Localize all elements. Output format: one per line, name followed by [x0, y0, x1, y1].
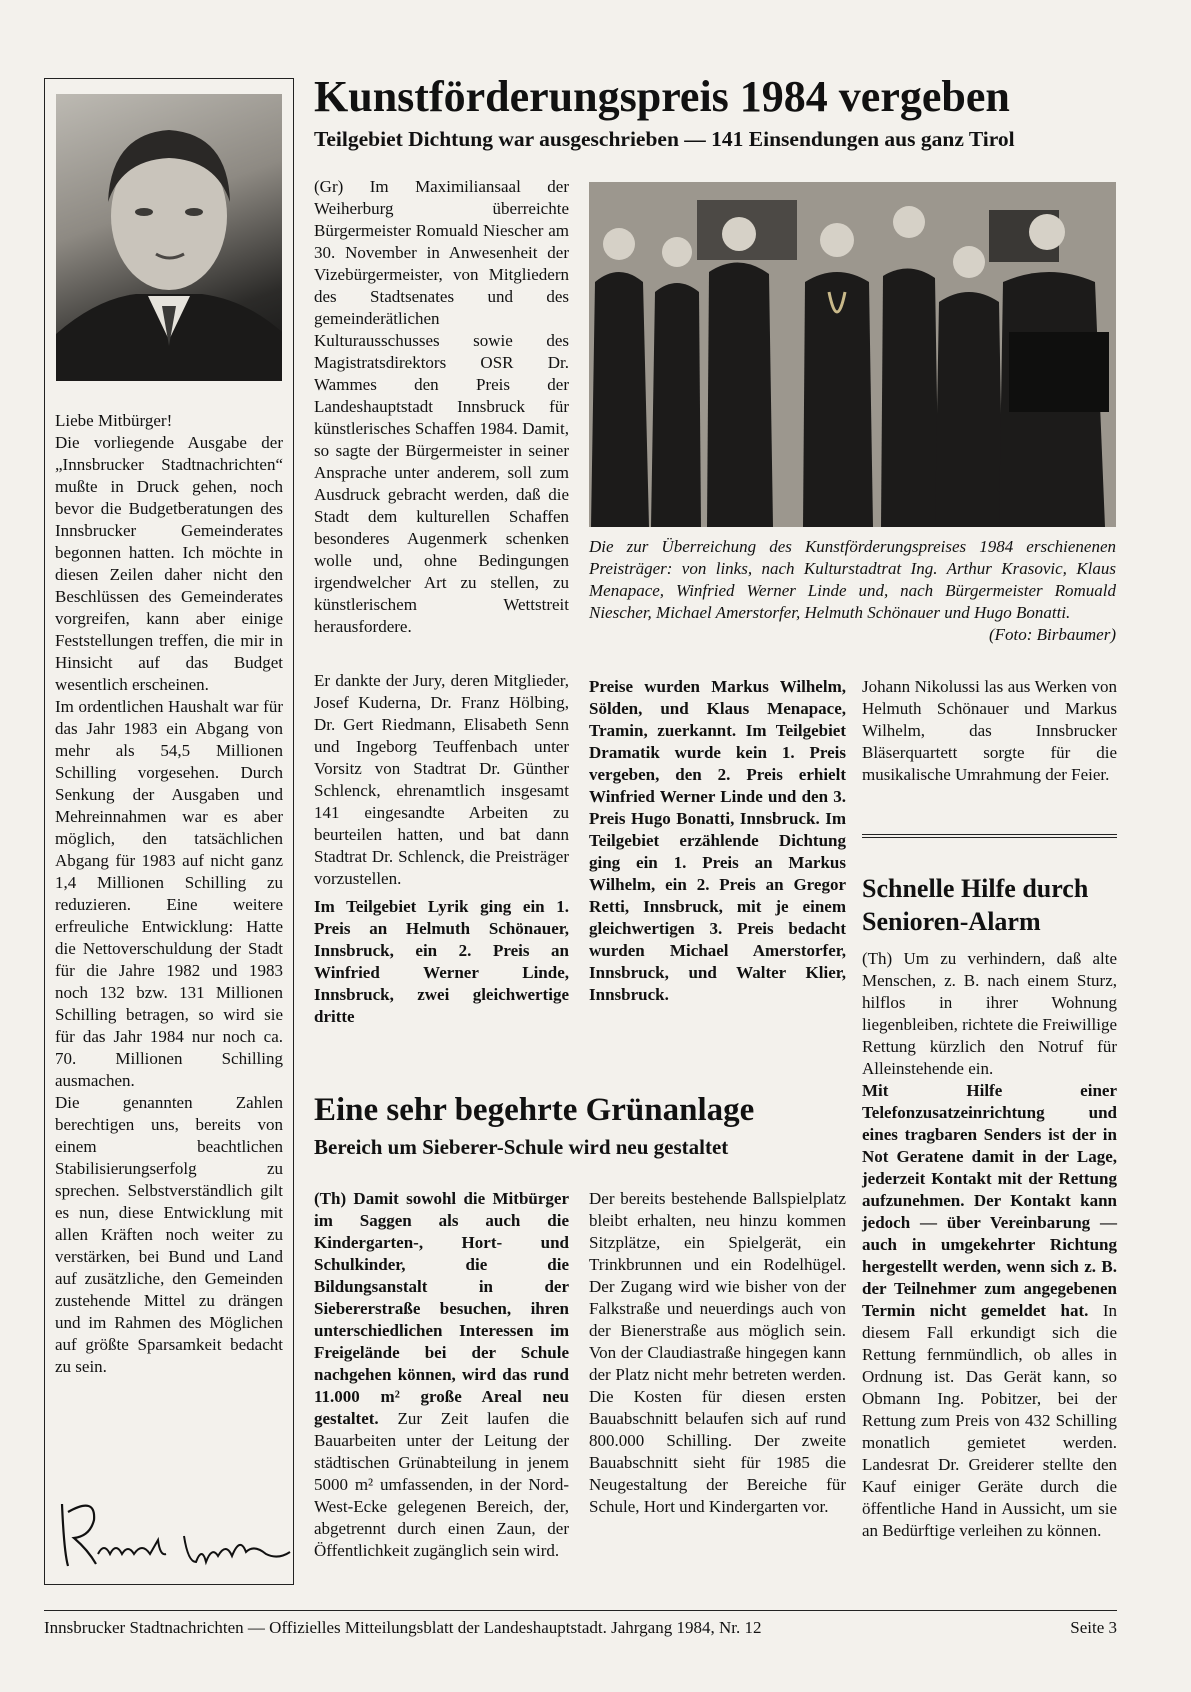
article-column [314, 176, 569, 638]
article-paragraph-tail: In diesem Fall erkundigt sich die Rettung fernmündlich, ob alles in Ordnung ist. Das Gerät kann, so Obmann Ing. Pobitzer, bei der Rettung zum Preis von 432 Schilling monatlich gemietet werden. Landesrat Dr. Greiderer stellte den Kauf einiger Geräte durch die öffentliche Hand in Aussicht, um sie an Bedürftige verleihen zu können. [862, 1301, 1117, 1540]
page-footer [44, 1610, 1117, 1639]
photo-caption [589, 536, 1116, 646]
article-subheadline: Bereich um Sieberer-Schule wird neu gestaltet [314, 1135, 729, 1159]
column-divider [862, 834, 1117, 838]
editorial-paragraph: Die vorliegende Ausgabe der „Innsbrucker Stadtnachrichten“ mußte in Druck gehen, noch bevor die Budgetberatungen des Innsbrucker Gemeinderates begonnen hatten. Ich möchte in diesen Zeilen daher nicht den Beschlüssen des Gemeinderates vorgreifen, kann aber einige Feststellungen treffen, die mir in Hinsicht auf das Budget wesentlich erscheinen. [55, 433, 283, 694]
article-paragraph-bold: Preise wurden Markus Wilhelm, Sölden, und Klaus Menapace, Tramin, zuerkannt. Im Teilgebiet Dramatik wurde kein 1. Preis vergeben, den 2. Preis erhielt Winfried Werner Linde und den 3. Preis Hugo Bonatti, Innsbruck. Im Teilgebiet erzählende Dichtung ging ein 1. Preis an Markus Wilhelm, ein 2. Preis an Gregor Retti, Innsbruck, mit je einem gleichwertigen 3. Preis bedacht wurden Michael Amerstorfer, Innsbruck, und Walter Klier, Innsbruck. [589, 677, 846, 1004]
article-paragraph-bold: (Th) Damit sowohl die Mitbürger im Saggen als auch die Kindergarten-, Hort- und Schulkinder, die die Bildungsanstalt in der Siebererstraße besuchen, ihren unterschiedlichen Interessen im Freigelände bei der Schule nachgehen können, wird das rund 11.000 m² große Areal neu gestaltet. [314, 1189, 569, 1428]
signature-drawing [54, 1492, 294, 1574]
footer-publication: Innsbrucker Stadtnachrichten — Offizielles Mitteilungsblatt der Landeshauptstadt. Jahrgang 1984, Nr. 12 [44, 1618, 762, 1637]
portrait-illustration [56, 94, 282, 381]
article-paragraph: (Gr) Im Maximiliansaal der Weiherburg überreichte Bürgermeister Romuald Niescher am 30. November in Anwesenheit der Vizebürgermeister, von Mitgliedern des Stadtsenates und des gemeinderätlichen Kulturausschusses sowie des Magistratsdirektors OSR Dr. Wammes den Preis der Landeshauptstadt Innsbruck für künstlerisches Schaffen 1984. Damit, so sagte der Bürgermeister in seiner Ansprache unter anderem, soll zum Ausdruck gebracht werden, daß die Stadt dem kulturellen Schaffen besonderes Augenmerk schenken wolle und, ohne Bedingungen irgendwelcher Art zu stellen, zu künstlerischem Wettstreit herausfordere. [314, 177, 569, 636]
article-column [589, 676, 846, 1006]
article-paragraph-bold: Mit Hilfe einer Telefonzusatzeinrichtung und eines tragbaren Senders ist der in Not Geratene damit in der Lage, jederzeit Kontakt mit der Rettung aufzunehmen. Der Kontakt kann jedoch — über Vereinbarung — auch in umgekehrter Richtung hergestellt werden, wenn sich z. B. der Teilnehmer zum angegebenen Termin nicht gemeldet hat. [862, 1081, 1117, 1320]
article-paragraph: (Th) Um zu verhindern, daß alte Menschen, z. B. nach einem Sturz, hilflos in ihrer Wohnung liegenbleiben, richtete die Freiwillige Rettung kürzlich den Notruf für Alleinstehende ein. [862, 949, 1117, 1078]
award-photo [589, 182, 1116, 527]
article-paragraph-bold: Im Teilgebiet Lyrik ging ein 1. Preis an Helmuth Schönauer, Innsbruck, ein 2. Preis an Winfried Werner Linde, Innsbruck, zwei gleichwertige dritte [314, 897, 569, 1026]
article-paragraph: Der bereits bestehende Ballspielplatz bleibt erhalten, neu hinzu kommen Sitzplätze, ein Spielgerät, ein Trinkbrunnen und ein Rodelhügel. Der Zugang wird wie bisher von der Falkstraße und neuerdings auch von der Bienerstraße aus möglich sein. Von der Claudiastraße hingegen kann der Platz nicht mehr betreten werden. Die Kosten für diesen ersten Bauabschnitt belaufen sich auf rund 800.000 Schilling. Der zweite Bauabschnitt sieht für 1985 die Neugestaltung der Bereiche für Schule, Hort und Kindergarten vor. [589, 1189, 846, 1516]
article-column [862, 948, 1117, 1542]
article-paragraph [862, 1080, 1117, 1542]
article-paragraph-tail: Zur Zeit laufen die Bauarbeiten unter der Leitung der städtischen Grünabteilung in jenem 5000 m² umfassenden, in der Nord-West-Ecke gelegenen Bereich, der, abgetrennt durch einen Zaun, der Öffentlichkeit zugänglich sein wird. [314, 1409, 569, 1560]
article-column [862, 676, 1117, 786]
article-headline: Schnelle Hilfe durch Senioren-Alarm [862, 874, 1089, 936]
editorial-paragraph: Die genannten Zahlen berechtigen uns, bereits von einem beachtlichen Stabilisierungserfolg zu sprechen. Selbstverständlich gilt es nun, diese Entwicklung mit allen Kräften noch weiter zu verstärken, bei Bund und Land auf zusätzliche, den Gemeinden zustehende Mittel zu drängen und im Rahmen des Möglichen auf größte Sparsamkeit bedacht zu sein. [55, 1093, 283, 1376]
caption-text: Die zur Überreichung des Kunstförderungspreises 1984 erschienenen Preisträger: von links, nach Kulturstadtrat Ing. Arthur Krasovic, Klaus Menapace, Winfried Werner Linde und, nach Bürgermeister Romuald Niescher, Michael Amerstorfer, Helmuth Schönauer und Hugo Bonatti. [589, 537, 1116, 622]
article-column [589, 1188, 846, 1518]
editorial-text [55, 410, 283, 1378]
photo-credit: (Foto: Birbaumer) [988, 625, 1116, 644]
mayor-portrait [56, 94, 282, 381]
page-number: Seite 3 [1070, 1618, 1117, 1637]
article-headline: Kunstförderungspreis 1984 vergeben [314, 72, 1010, 121]
article-paragraph: Er dankte der Jury, deren Mitglieder, Josef Kuderna, Dr. Franz Hölbing, Dr. Gert Riedmann, Elisabeth Senn und Ingeborg Teuffenbach unter Vorsitz von Stadtrat Dr. Günther Schlenck, ehrenamtlich insgesamt 141 eingesandte Arbeiten zu beurteilen hatten, und bat dann Stadtrat Dr. Schlenck, die Preisträger vorzustellen. [314, 671, 569, 888]
article-column [314, 1188, 569, 1562]
article-paragraph [314, 1188, 569, 1562]
editorial-paragraph: Im ordentlichen Haushalt war für das Jahr 1983 ein Abgang von mehr als 54,5 Millionen Schilling vorgesehen. Durch Senkung der Ausgaben und Mehreinnahmen war es aber möglich, den tatsächlichen Abgang für 1983 auf nicht ganz 1,4 Millionen Schilling zu reduzieren. Eine weitere erfreuliche Entwicklung: Hatte die Nettoverschuldung der Stadt für die Jahre 1982 und 1983 noch 132 bzw. 131 Millionen Schilling betragen, so wird sie für das Jahr 1984 nur noch ca. 70. Millionen Schilling ausmachen. [55, 697, 283, 1090]
photo-illustration [589, 182, 1116, 527]
article-subheadline: Teilgebiet Dichtung war ausgeschrieben — 141 Einsendungen aus ganz Tirol [314, 127, 1015, 151]
article-headline: Eine sehr begehrte Grünanlage [314, 1092, 755, 1128]
mayor-signature [54, 1492, 294, 1574]
article-column [314, 670, 569, 1028]
article-paragraph: Johann Nikolussi las aus Werken von Helmuth Schönauer und Markus Wilhelm, das Innsbrucker Bläserquartett sorgte für die musikalische Umrahmung der Feier. [862, 677, 1117, 784]
editorial-greeting: Liebe Mitbürger! [55, 411, 173, 430]
